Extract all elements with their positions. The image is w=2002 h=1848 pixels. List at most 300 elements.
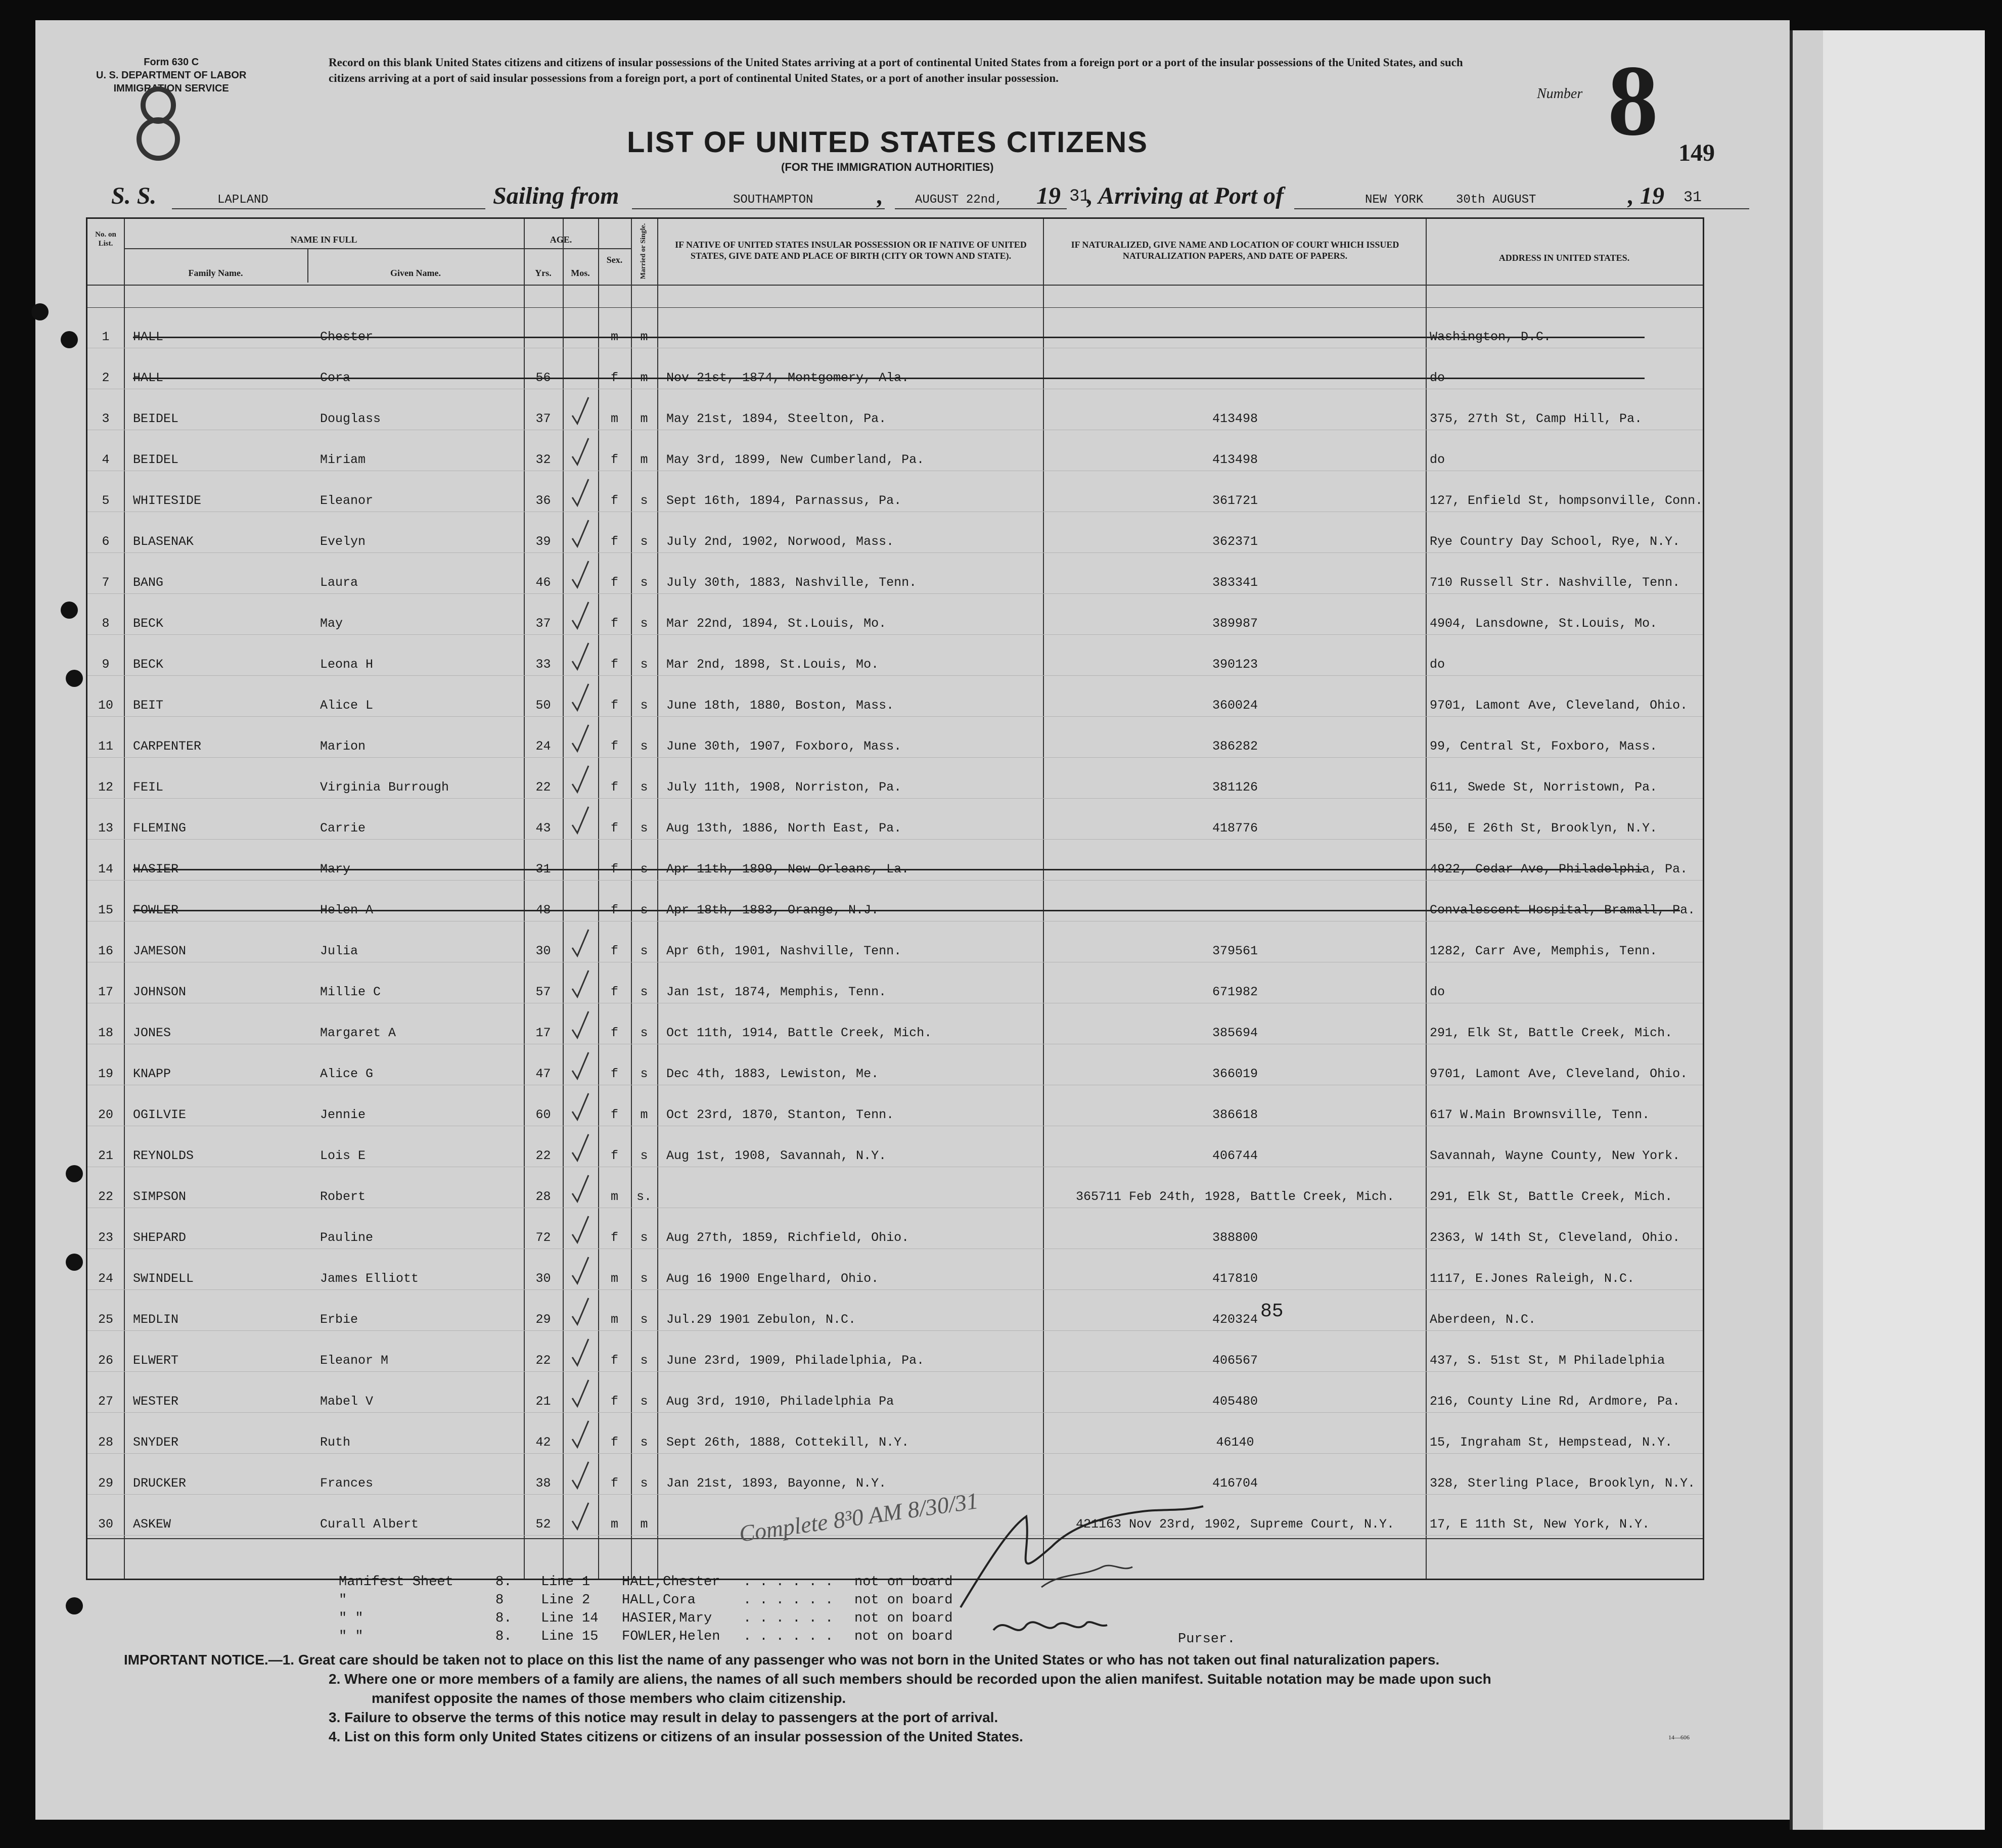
ss-label: S. S. bbox=[111, 182, 157, 209]
cell-no: 19 bbox=[98, 1067, 113, 1081]
cell-sex: f bbox=[610, 371, 618, 385]
cell-no: 10 bbox=[98, 698, 113, 713]
cell-yrs: 33 bbox=[535, 657, 551, 672]
arrival-port: NEW YORK bbox=[1365, 193, 1424, 207]
cell-no: 23 bbox=[98, 1230, 113, 1245]
cell-ms: m bbox=[640, 411, 648, 426]
cell-sex: f bbox=[610, 534, 618, 549]
cell-birth: Aug 13th, 1886, North East, Pa. bbox=[666, 821, 902, 836]
manifest-sheet: 8. bbox=[495, 1629, 512, 1644]
check-mark-icon bbox=[570, 600, 590, 630]
cell-family: MEDLIN bbox=[133, 1312, 179, 1327]
check-mark-icon bbox=[570, 477, 590, 507]
cell-no: 29 bbox=[98, 1476, 113, 1491]
check-mark-icon bbox=[570, 1378, 590, 1408]
cell-no: 7 bbox=[102, 575, 110, 590]
cell-addr: 611, Swede St, Norristown, Pa. bbox=[1430, 780, 1658, 795]
cell-yrs: 47 bbox=[535, 1067, 551, 1081]
table-row bbox=[87, 1167, 1703, 1208]
header-address: ADDRESS IN UNITED STATES. bbox=[1498, 253, 1630, 263]
cell-birth: Aug 1st, 1908, Savannah, N.Y. bbox=[666, 1148, 887, 1163]
check-mark-icon bbox=[570, 436, 590, 467]
check-mark-icon bbox=[570, 518, 590, 548]
cell-ms: s bbox=[640, 657, 648, 672]
cell-birth: July 2nd, 1902, Norwood, Mass. bbox=[666, 534, 894, 549]
cell-birth: Mar 2nd, 1898, St.Louis, Mo. bbox=[666, 657, 879, 672]
cell-addr: 617 W.Main Brownsville, Tenn. bbox=[1430, 1107, 1650, 1122]
cell-addr: 328, Sterling Place, Brooklyn, N.Y. bbox=[1430, 1476, 1696, 1491]
cell-nat: 390123 bbox=[1212, 657, 1258, 672]
cell-addr: 437, S. 51st St, M Philadelphia bbox=[1430, 1353, 1665, 1368]
table-row bbox=[87, 1208, 1703, 1249]
cell-yrs: 48 bbox=[535, 903, 551, 917]
cell-family: FLEMING bbox=[133, 821, 187, 836]
cell-family: SIMPSON bbox=[133, 1189, 187, 1204]
cell-nat: 383341 bbox=[1212, 575, 1258, 590]
cell-nat: 416704 bbox=[1212, 1476, 1258, 1491]
check-mark-icon bbox=[570, 559, 590, 589]
cell-addr: 1282, Carr Ave, Memphis, Tenn. bbox=[1430, 944, 1658, 958]
cell-sex: f bbox=[610, 1353, 618, 1368]
notice-item: 4. List on this form only United States citizens or citizens of an insular possession of the United States. bbox=[329, 1729, 1023, 1744]
cell-yrs: 38 bbox=[535, 1476, 551, 1491]
cell-sex: m bbox=[610, 1517, 618, 1532]
cell-addr: 127, Enfield St, hompsonville, Conn. bbox=[1430, 493, 1703, 508]
cell-sex: f bbox=[610, 1230, 618, 1245]
voyage-line: S. S. LAPLAND Sailing from SOUTHAMPTON , AUGUST 22nd, 19 31 , Arriving at Port of NEW YORK 30th AUGUST , 19 31 bbox=[111, 182, 1709, 212]
table-row bbox=[87, 1126, 1703, 1167]
table-row bbox=[87, 389, 1703, 430]
cell-sex: f bbox=[610, 780, 618, 795]
table-row bbox=[87, 1454, 1703, 1494]
table-row bbox=[87, 1085, 1703, 1126]
cell-birth: Apr 11th, 1899, New Orleans, La. bbox=[666, 862, 909, 876]
cell-sex: f bbox=[610, 1148, 618, 1163]
cell-family: DRUCKER bbox=[133, 1476, 187, 1491]
stamped-number bbox=[129, 81, 190, 162]
cell-yrs: 22 bbox=[535, 1148, 551, 1163]
cell-given: Miriam bbox=[320, 452, 366, 467]
cell-family: FEIL bbox=[133, 780, 164, 795]
cell-addr: 4922, Cedar Ave, Philadelphia, Pa. bbox=[1430, 862, 1688, 876]
table-row bbox=[87, 758, 1703, 798]
cell-ms: m bbox=[640, 371, 648, 385]
header-years: Yrs. bbox=[535, 268, 552, 278]
cell-yrs: 31 bbox=[535, 862, 551, 876]
cell-yrs: 52 bbox=[535, 1517, 551, 1532]
header-given-name: Given Name. bbox=[390, 268, 441, 278]
manifest-label: Manifest Sheet bbox=[339, 1575, 453, 1590]
cell-given: Eleanor M bbox=[320, 1353, 389, 1368]
arrival-year: 31 bbox=[1684, 189, 1702, 206]
header-naturalization: IF NATURALIZED, GIVE NAME AND LOCATION OF COURT WHICH ISSUED NATURALIZATION PAPERS, AND DATE OF PAPERS. bbox=[1071, 240, 1399, 261]
cell-sex: f bbox=[610, 739, 618, 754]
table-row bbox=[87, 307, 1703, 348]
cell-no: 2 bbox=[102, 371, 110, 385]
cell-ms: s bbox=[640, 1312, 648, 1327]
header-no: No. on List. bbox=[95, 230, 116, 248]
cell-nat: 386282 bbox=[1212, 739, 1258, 754]
table-row bbox=[87, 840, 1703, 880]
cell-sex: f bbox=[610, 1067, 618, 1081]
cell-yrs: 50 bbox=[535, 698, 551, 713]
sailing-label: Sailing from bbox=[493, 182, 619, 209]
check-mark-icon bbox=[570, 723, 590, 753]
manifest-label: " bbox=[339, 1593, 347, 1608]
punch-hole bbox=[66, 1254, 83, 1271]
cell-given: Chester bbox=[320, 330, 374, 344]
cell-no: 27 bbox=[98, 1394, 113, 1409]
cell-birth: June 18th, 1880, Boston, Mass. bbox=[666, 698, 894, 713]
cell-nat: 381126 bbox=[1212, 780, 1258, 795]
departure-year: 31 bbox=[1069, 187, 1090, 206]
header-family-name: Family Name. bbox=[188, 268, 243, 278]
cell-ms: s bbox=[640, 780, 648, 795]
cell-given: Leona H bbox=[320, 657, 374, 672]
cell-given: Curall Albert bbox=[320, 1517, 419, 1532]
cell-addr: 216, County Line Rd, Ardmore, Pa. bbox=[1430, 1394, 1680, 1409]
cell-family: SNYDER bbox=[133, 1435, 179, 1450]
cell-ms: s bbox=[640, 616, 648, 631]
cell-family: WHITESIDE bbox=[133, 493, 202, 508]
cell-family: HASIER bbox=[133, 862, 179, 876]
cell-no: 12 bbox=[98, 780, 113, 795]
cell-nat: 406567 bbox=[1212, 1353, 1258, 1368]
cell-sex: f bbox=[610, 575, 618, 590]
manifest-sheet: 8. bbox=[495, 1611, 512, 1626]
cell-no: 26 bbox=[98, 1353, 113, 1368]
cell-birth: Aug 16 1900 Engelhard, Ohio. bbox=[666, 1271, 879, 1286]
table-row bbox=[87, 881, 1703, 921]
cell-nat: 46140 bbox=[1216, 1435, 1254, 1450]
cell-birth: July 11th, 1908, Norriston, Pa. bbox=[666, 780, 902, 795]
cell-nat: 389987 bbox=[1212, 616, 1258, 631]
cell-birth: Aug 3rd, 1910, Philadelphia Pa bbox=[666, 1394, 894, 1409]
handwritten-note: Complete 8³0 AM 8/30/31 bbox=[737, 1488, 980, 1547]
cell-yrs: 17 bbox=[535, 1026, 551, 1040]
manifest-line: Line 2 bbox=[541, 1593, 590, 1608]
cell-given: Jennie bbox=[320, 1107, 366, 1122]
check-mark-icon bbox=[570, 1419, 590, 1449]
cell-no: 9 bbox=[102, 657, 110, 672]
cell-sex: m bbox=[610, 411, 618, 426]
table-row bbox=[87, 553, 1703, 593]
cell-birth: Oct 23rd, 1870, Stanton, Tenn. bbox=[666, 1107, 894, 1122]
table-row bbox=[87, 1290, 1703, 1330]
cell-ms: s bbox=[640, 985, 648, 999]
manifest-label: " " bbox=[339, 1629, 363, 1644]
cell-given: Virginia Burrough bbox=[320, 780, 449, 795]
margin-number: 85 bbox=[1260, 1301, 1284, 1322]
cell-no: 4 bbox=[102, 452, 110, 467]
cell-birth: June 23rd, 1909, Philadelphia, Pa. bbox=[666, 1353, 925, 1368]
punch-hole bbox=[61, 602, 78, 619]
cell-given: Mabel V bbox=[320, 1394, 374, 1409]
cell-ms: s bbox=[640, 1067, 648, 1081]
cell-family: FOWLER bbox=[133, 903, 179, 917]
cell-addr: 375, 27th St, Camp Hill, Pa. bbox=[1430, 411, 1643, 426]
cell-nat: 360024 bbox=[1212, 698, 1258, 713]
cell-ms: s bbox=[640, 1435, 648, 1450]
cell-yrs: 37 bbox=[535, 411, 551, 426]
cell-no: 30 bbox=[98, 1517, 113, 1532]
check-mark-icon bbox=[570, 641, 590, 671]
cell-sex: f bbox=[610, 698, 618, 713]
cell-no: 13 bbox=[98, 821, 113, 836]
cell-addr: Savannah, Wayne County, New York. bbox=[1430, 1148, 1680, 1163]
cell-family: JOHNSON bbox=[133, 985, 187, 999]
cell-given: May bbox=[320, 616, 343, 631]
cell-birth: Oct 11th, 1914, Battle Creek, Mich. bbox=[666, 1026, 932, 1040]
cell-birth: Jan 1st, 1874, Memphis, Tenn. bbox=[666, 985, 887, 999]
cell-no: 5 bbox=[102, 493, 110, 508]
cell-given: Douglass bbox=[320, 411, 381, 426]
cell-birth: Jan 21st, 1893, Bayonne, N.Y. bbox=[666, 1476, 887, 1491]
punch-hole bbox=[66, 1165, 83, 1182]
cell-addr: do bbox=[1430, 452, 1445, 467]
number-value: 8 bbox=[1608, 45, 1658, 157]
cell-family: BLASENAK bbox=[133, 534, 194, 549]
notice-item: manifest opposite the names of those members who claim citizenship. bbox=[372, 1690, 846, 1706]
cell-sex: m bbox=[610, 1271, 618, 1286]
cell-sex: f bbox=[610, 1435, 618, 1450]
cell-birth: June 30th, 1907, Foxboro, Mass. bbox=[666, 739, 902, 754]
manifest-status: not on board bbox=[854, 1575, 953, 1590]
cell-yrs: 22 bbox=[535, 780, 551, 795]
cell-given: Lois E bbox=[320, 1148, 366, 1163]
cell-no: 18 bbox=[98, 1026, 113, 1040]
cell-yrs: 36 bbox=[535, 493, 551, 508]
purser-signature bbox=[991, 1610, 1112, 1645]
table-row bbox=[87, 676, 1703, 716]
cell-addr: Rye Country Day School, Rye, N.Y. bbox=[1430, 534, 1680, 549]
cell-addr: Aberdeen, N.C. bbox=[1430, 1312, 1536, 1327]
cell-given: Millie C bbox=[320, 985, 381, 999]
cell-yrs: 39 bbox=[535, 534, 551, 549]
cell-no: 21 bbox=[98, 1148, 113, 1163]
cell-addr: 9701, Lamont Ave, Cleveland, Ohio. bbox=[1430, 698, 1688, 713]
cell-sex: f bbox=[610, 985, 618, 999]
cell-ms: s bbox=[640, 903, 648, 917]
cell-family: OGILVIE bbox=[133, 1107, 187, 1122]
table-row bbox=[87, 1003, 1703, 1044]
cell-nat: 379561 bbox=[1212, 944, 1258, 958]
cell-family: ELWERT bbox=[133, 1353, 179, 1368]
table-row bbox=[87, 921, 1703, 962]
record-instructions: Record on this blank United States citizens and citizens of insular possessions of the United States arriving at a port of continental United States from a foreign port or a port of the insular possessions of the United States, and such citizens arriving at a port of said insular possessions from a foreign port, a port of continental United States, or a port of another insular possession. bbox=[329, 56, 1463, 84]
cell-given: Margaret A bbox=[320, 1026, 396, 1040]
cell-birth: Nov 21st, 1874, Montgomery, Ala. bbox=[666, 371, 909, 385]
cell-yrs: 60 bbox=[535, 1107, 551, 1122]
purser-label: Purser. bbox=[1178, 1632, 1236, 1647]
header-months: Mos. bbox=[571, 268, 590, 278]
cell-nat: 386618 bbox=[1212, 1107, 1258, 1122]
cell-addr: do bbox=[1430, 985, 1445, 999]
punch-hole bbox=[31, 303, 49, 320]
cell-addr: do bbox=[1430, 371, 1445, 385]
cell-sex: f bbox=[610, 657, 618, 672]
check-mark-icon bbox=[570, 1460, 590, 1490]
check-mark-icon bbox=[570, 1050, 590, 1081]
table-row bbox=[87, 635, 1703, 675]
inspector-signature bbox=[950, 1496, 1213, 1628]
cell-nat: 366019 bbox=[1212, 1067, 1258, 1081]
cell-ms: m bbox=[640, 330, 648, 344]
cell-given: Frances bbox=[320, 1476, 374, 1491]
cell-sex: m bbox=[610, 330, 618, 344]
check-mark-icon bbox=[570, 968, 590, 999]
cell-addr: 17, E 11th St, New York, N.Y. bbox=[1430, 1517, 1650, 1532]
notice-item: 1. Great care should be taken not to place on this list the name of any passenger who was not born in the United States or who has not taken out final naturalization papers. bbox=[282, 1652, 1440, 1668]
cell-given: Mary bbox=[320, 862, 351, 876]
cell-family: JAMESON bbox=[133, 944, 187, 958]
check-mark-icon bbox=[570, 1173, 590, 1204]
cell-nat: 362371 bbox=[1212, 534, 1258, 549]
cell-sex: m bbox=[610, 1312, 618, 1327]
cell-sex: f bbox=[610, 1476, 618, 1491]
manifest-name: FOWLER,Helen bbox=[622, 1629, 720, 1644]
form-identifier: Form 630 C U. S. DEPARTMENT OF LABOR IMMIGRATION SERVICE bbox=[96, 57, 247, 94]
table-row bbox=[87, 471, 1703, 512]
cell-family: WESTER bbox=[133, 1394, 179, 1409]
cell-nat: 361721 bbox=[1212, 493, 1258, 508]
cell-family: REYNOLDS bbox=[133, 1148, 194, 1163]
table-row bbox=[87, 512, 1703, 552]
ship-name: LAPLAND bbox=[217, 193, 268, 207]
cell-no: 1 bbox=[102, 330, 110, 344]
citizen-list-table bbox=[86, 217, 1704, 1580]
table-row bbox=[87, 430, 1703, 471]
cell-sex: f bbox=[610, 903, 618, 917]
cell-no: 24 bbox=[98, 1271, 113, 1286]
cell-birth: Mar 22nd, 1894, St.Louis, Mo. bbox=[666, 616, 887, 631]
arriving-label: , Arriving at Port of bbox=[1087, 182, 1284, 209]
cell-yrs: 30 bbox=[535, 944, 551, 958]
cell-given: Eleanor bbox=[320, 493, 374, 508]
table-row bbox=[87, 594, 1703, 634]
cell-ms: s bbox=[640, 1353, 648, 1368]
cell-family: HALL bbox=[133, 330, 164, 344]
cell-yrs: 28 bbox=[535, 1189, 551, 1204]
check-mark-icon bbox=[570, 764, 590, 794]
table-row bbox=[87, 348, 1703, 389]
cell-nat: 388800 bbox=[1212, 1230, 1258, 1245]
check-mark-icon bbox=[570, 1091, 590, 1122]
check-mark-icon bbox=[570, 1214, 590, 1244]
cell-yrs: 30 bbox=[535, 1271, 551, 1286]
cell-addr: 291, Elk St, Battle Creek, Mich. bbox=[1430, 1189, 1673, 1204]
cell-birth: July 30th, 1883, Nashville, Tenn. bbox=[666, 575, 917, 590]
departure-port: SOUTHAMPTON bbox=[733, 193, 813, 207]
table-row bbox=[87, 1249, 1703, 1289]
cell-birth: Aug 27th, 1859, Richfield, Ohio. bbox=[666, 1230, 909, 1245]
cell-yrs: 24 bbox=[535, 739, 551, 754]
cell-nat: 405480 bbox=[1212, 1394, 1258, 1409]
manifest-line: Line 1 bbox=[541, 1575, 590, 1590]
table-row bbox=[87, 1413, 1703, 1453]
cell-no: 11 bbox=[98, 739, 113, 754]
table-row bbox=[87, 1331, 1703, 1371]
cell-given: Ruth bbox=[320, 1435, 351, 1450]
cell-ms: s bbox=[640, 493, 648, 508]
manifest-label: " " bbox=[339, 1611, 363, 1626]
cell-no: 25 bbox=[98, 1312, 113, 1327]
cell-sex: f bbox=[610, 862, 618, 876]
cell-given: Helen A bbox=[320, 903, 374, 917]
cell-sex: f bbox=[610, 493, 618, 508]
check-mark-icon bbox=[570, 395, 590, 426]
cell-nat: 418776 bbox=[1212, 821, 1258, 836]
cell-yrs: 46 bbox=[535, 575, 551, 590]
manifest-name: HALL,Cora bbox=[622, 1593, 696, 1608]
cell-family: BECK bbox=[133, 616, 164, 631]
cell-yrs: 32 bbox=[535, 452, 551, 467]
cell-sex: f bbox=[610, 616, 618, 631]
notice-item: 3. Failure to observe the terms of this notice may result in delay to passengers at the port of arrival. bbox=[329, 1710, 998, 1725]
cell-sex: f bbox=[610, 944, 618, 958]
cell-ms: m bbox=[640, 1517, 648, 1532]
cell-family: HALL bbox=[133, 371, 164, 385]
manifest-line: Line 15 bbox=[541, 1629, 599, 1644]
cell-birth: Apr 18th, 1883, Orange, N.J. bbox=[666, 903, 879, 917]
cell-birth: May 3rd, 1899, New Cumberland, Pa. bbox=[666, 452, 925, 467]
cell-no: 16 bbox=[98, 944, 113, 958]
cell-no: 8 bbox=[102, 616, 110, 631]
cell-yrs: 21 bbox=[535, 1394, 551, 1409]
cell-no: 22 bbox=[98, 1189, 113, 1204]
punch-hole bbox=[66, 1597, 83, 1614]
punch-hole bbox=[66, 670, 83, 687]
manifest-name: HALL,Chester bbox=[622, 1575, 720, 1590]
header-name-in-full: NAME IN FULL bbox=[290, 235, 357, 245]
cell-family: BANG bbox=[133, 575, 164, 590]
cell-no: 28 bbox=[98, 1435, 113, 1450]
manifest-name: HASIER,Mary bbox=[622, 1611, 712, 1626]
cell-ms: s bbox=[640, 1271, 648, 1286]
cell-ms: s bbox=[640, 944, 648, 958]
page-number: 149 bbox=[1678, 140, 1715, 166]
cell-nat: 421163 Nov 23rd, 1902, Supreme Court, N.Y. bbox=[1075, 1517, 1395, 1532]
notice-heading: IMPORTANT NOTICE.— bbox=[124, 1652, 283, 1668]
header-sex: Sex. bbox=[606, 255, 623, 265]
cell-family: CARPENTER bbox=[133, 739, 202, 754]
cell-nat: 671982 bbox=[1212, 985, 1258, 999]
manifest-status: not on board bbox=[854, 1593, 953, 1608]
check-mark-icon bbox=[570, 1009, 590, 1040]
cell-birth: Dec 4th, 1883, Lewiston, Me. bbox=[666, 1067, 879, 1081]
cell-family: BEIDEL bbox=[133, 452, 179, 467]
cell-birth: May 21st, 1894, Steelton, Pa. bbox=[666, 411, 887, 426]
header-married-single: Married or Single. bbox=[640, 223, 647, 280]
cell-ms: s. bbox=[636, 1189, 652, 1204]
cell-yrs: 42 bbox=[535, 1435, 551, 1450]
manifest-status: not on board bbox=[854, 1629, 953, 1644]
departure-date: AUGUST 22nd, bbox=[915, 193, 1003, 207]
cell-addr: 2363, W 14th St, Cleveland, Ohio. bbox=[1430, 1230, 1680, 1245]
table-row bbox=[87, 717, 1703, 757]
cell-yrs: 22 bbox=[535, 1353, 551, 1368]
check-mark-icon bbox=[570, 1296, 590, 1326]
cell-addr: 291, Elk St, Battle Creek, Mich. bbox=[1430, 1026, 1673, 1040]
cell-no: 14 bbox=[98, 862, 113, 876]
cell-ms: m bbox=[640, 452, 648, 467]
important-notice bbox=[124, 1650, 1491, 1746]
cell-yrs: 57 bbox=[535, 985, 551, 999]
manifest-status: not on board bbox=[854, 1611, 953, 1626]
cell-addr: Convalescent Hospital, Bramall, Pa. bbox=[1430, 903, 1696, 917]
cell-yrs: 29 bbox=[535, 1312, 551, 1327]
manifest-sheet: 8 bbox=[495, 1593, 504, 1608]
